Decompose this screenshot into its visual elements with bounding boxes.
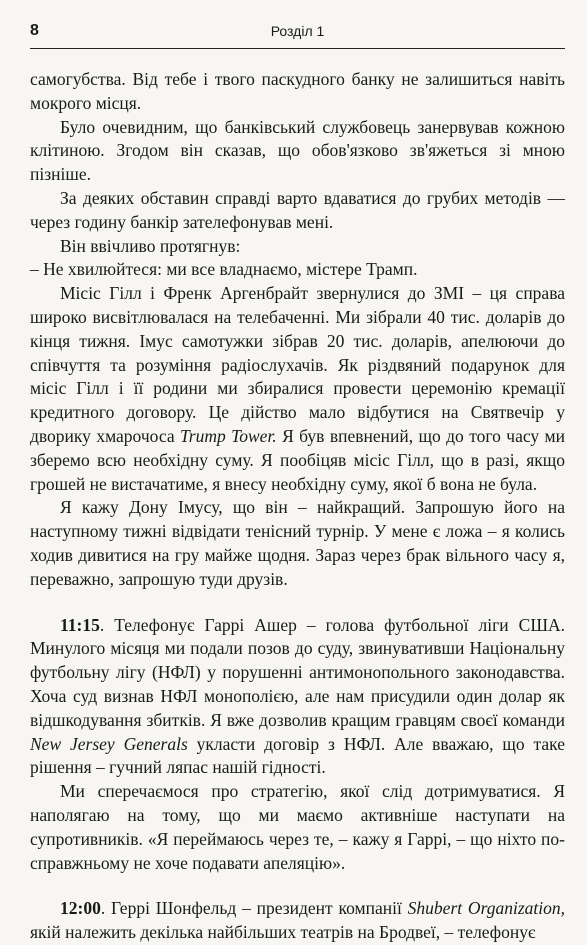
paragraph: Було очевидним, що банківський службовець занервував кожною клітиною. Згодом він сказав, що обов'язково зв'яжеться зі мною пізніше.: [30, 116, 565, 185]
time-entry: [30, 614, 565, 781]
dialogue-line: – Не хвилюйтеся: ми все владнаємо, містере Трамп.: [30, 259, 418, 280]
paragraph-text: . Телефонує Гаррі Ашер – голова футбольної ліги США. Минулого місяця ми подали позов до суду, звинувативши Національну футбольну лігу (НФЛ) у порушенні антимонопольного законодавства. Хоча суд визнав НФЛ монополією, але нам присудили один долар як відшкодування збитків. Я вже дозволив кращим гравцям своєї команди: [30, 614, 565, 730]
paragraph: Ми сперечаємося про стратегію, якої слід дотримуватися. Я наполягаю на тому, що ми маємо активніше наступати на супротивників. «Я переймаюсь через те, – кажу я Гаррі, – що ніхто по-справжньому не хоче подавати апеляцію».: [30, 781, 565, 873]
italic-name: Trump Tower.: [180, 425, 277, 446]
time-label: 11:15: [60, 614, 100, 635]
paragraph: самогубства. Від тебе і твого паскудного банку не залишиться навіть мокрого місця.: [30, 69, 565, 113]
italic-name: New Jersey Generals: [30, 733, 188, 754]
page-number: 8: [30, 22, 39, 39]
paragraph: [30, 282, 565, 496]
italic-name: Shubert Organization,: [407, 898, 566, 919]
paragraph-text: . Геррі Шонфельд – президент компанії: [100, 898, 408, 919]
paragraph: Я кажу Дону Імусу, що він – найкращий. Запрошую його на наступному тижні відвідати тенісний турнір. У мене є ложа – я колись ходив дивитися на гру майже щодня. Зараз через брак вільного часу я, переважно, запрошую туди друзів.: [30, 497, 565, 589]
paragraph-text: якій належить декілька найбільших театрів на Бродвеї, – телефонує: [30, 922, 536, 943]
body-text: [30, 68, 565, 945]
time-entry: [30, 897, 565, 945]
paragraph-text: Місіс Гілл і Френк Аргенбрайт звернулися до ЗМІ – ця справа широко висвітлювалася на телебаченні. Ми зібрали 40 тис. доларів до кінця тижня. Імус самотужки зібрав 20 тис. доларів, апелюючи до співчуття та розуміння радіослухачів. Як різдвяний подарунок для місіс Гілл і її родини ми збиралися провести церемонію кремації кредитного договору. Це дійство мало відбутися на Святвечір у дворику хмарочоса: [30, 283, 565, 446]
section-title: Розділ 1: [270, 23, 325, 39]
paragraph-text: укласти договір з НФЛ. Але вважаю, що таке рішення – гучний ляпас нашій гідності.: [30, 733, 565, 778]
time-label: 12:00: [60, 898, 101, 919]
paragraph: За деяких обставин справді варто вдаватися до грубих методів — через годину банкір зателефонував мені.: [30, 187, 565, 232]
paragraph: Він ввічливо протягнув:: [60, 235, 241, 256]
running-header: [30, 18, 565, 49]
paragraph-text: Я був впевнений, що до того часу ми зберемо всю необхідну суму. Я пообіцяв місіс Гілл, що в разі, якщо грошей не вистачатиме, я внесу необхідну суму, якої б вона не була.: [30, 425, 565, 494]
